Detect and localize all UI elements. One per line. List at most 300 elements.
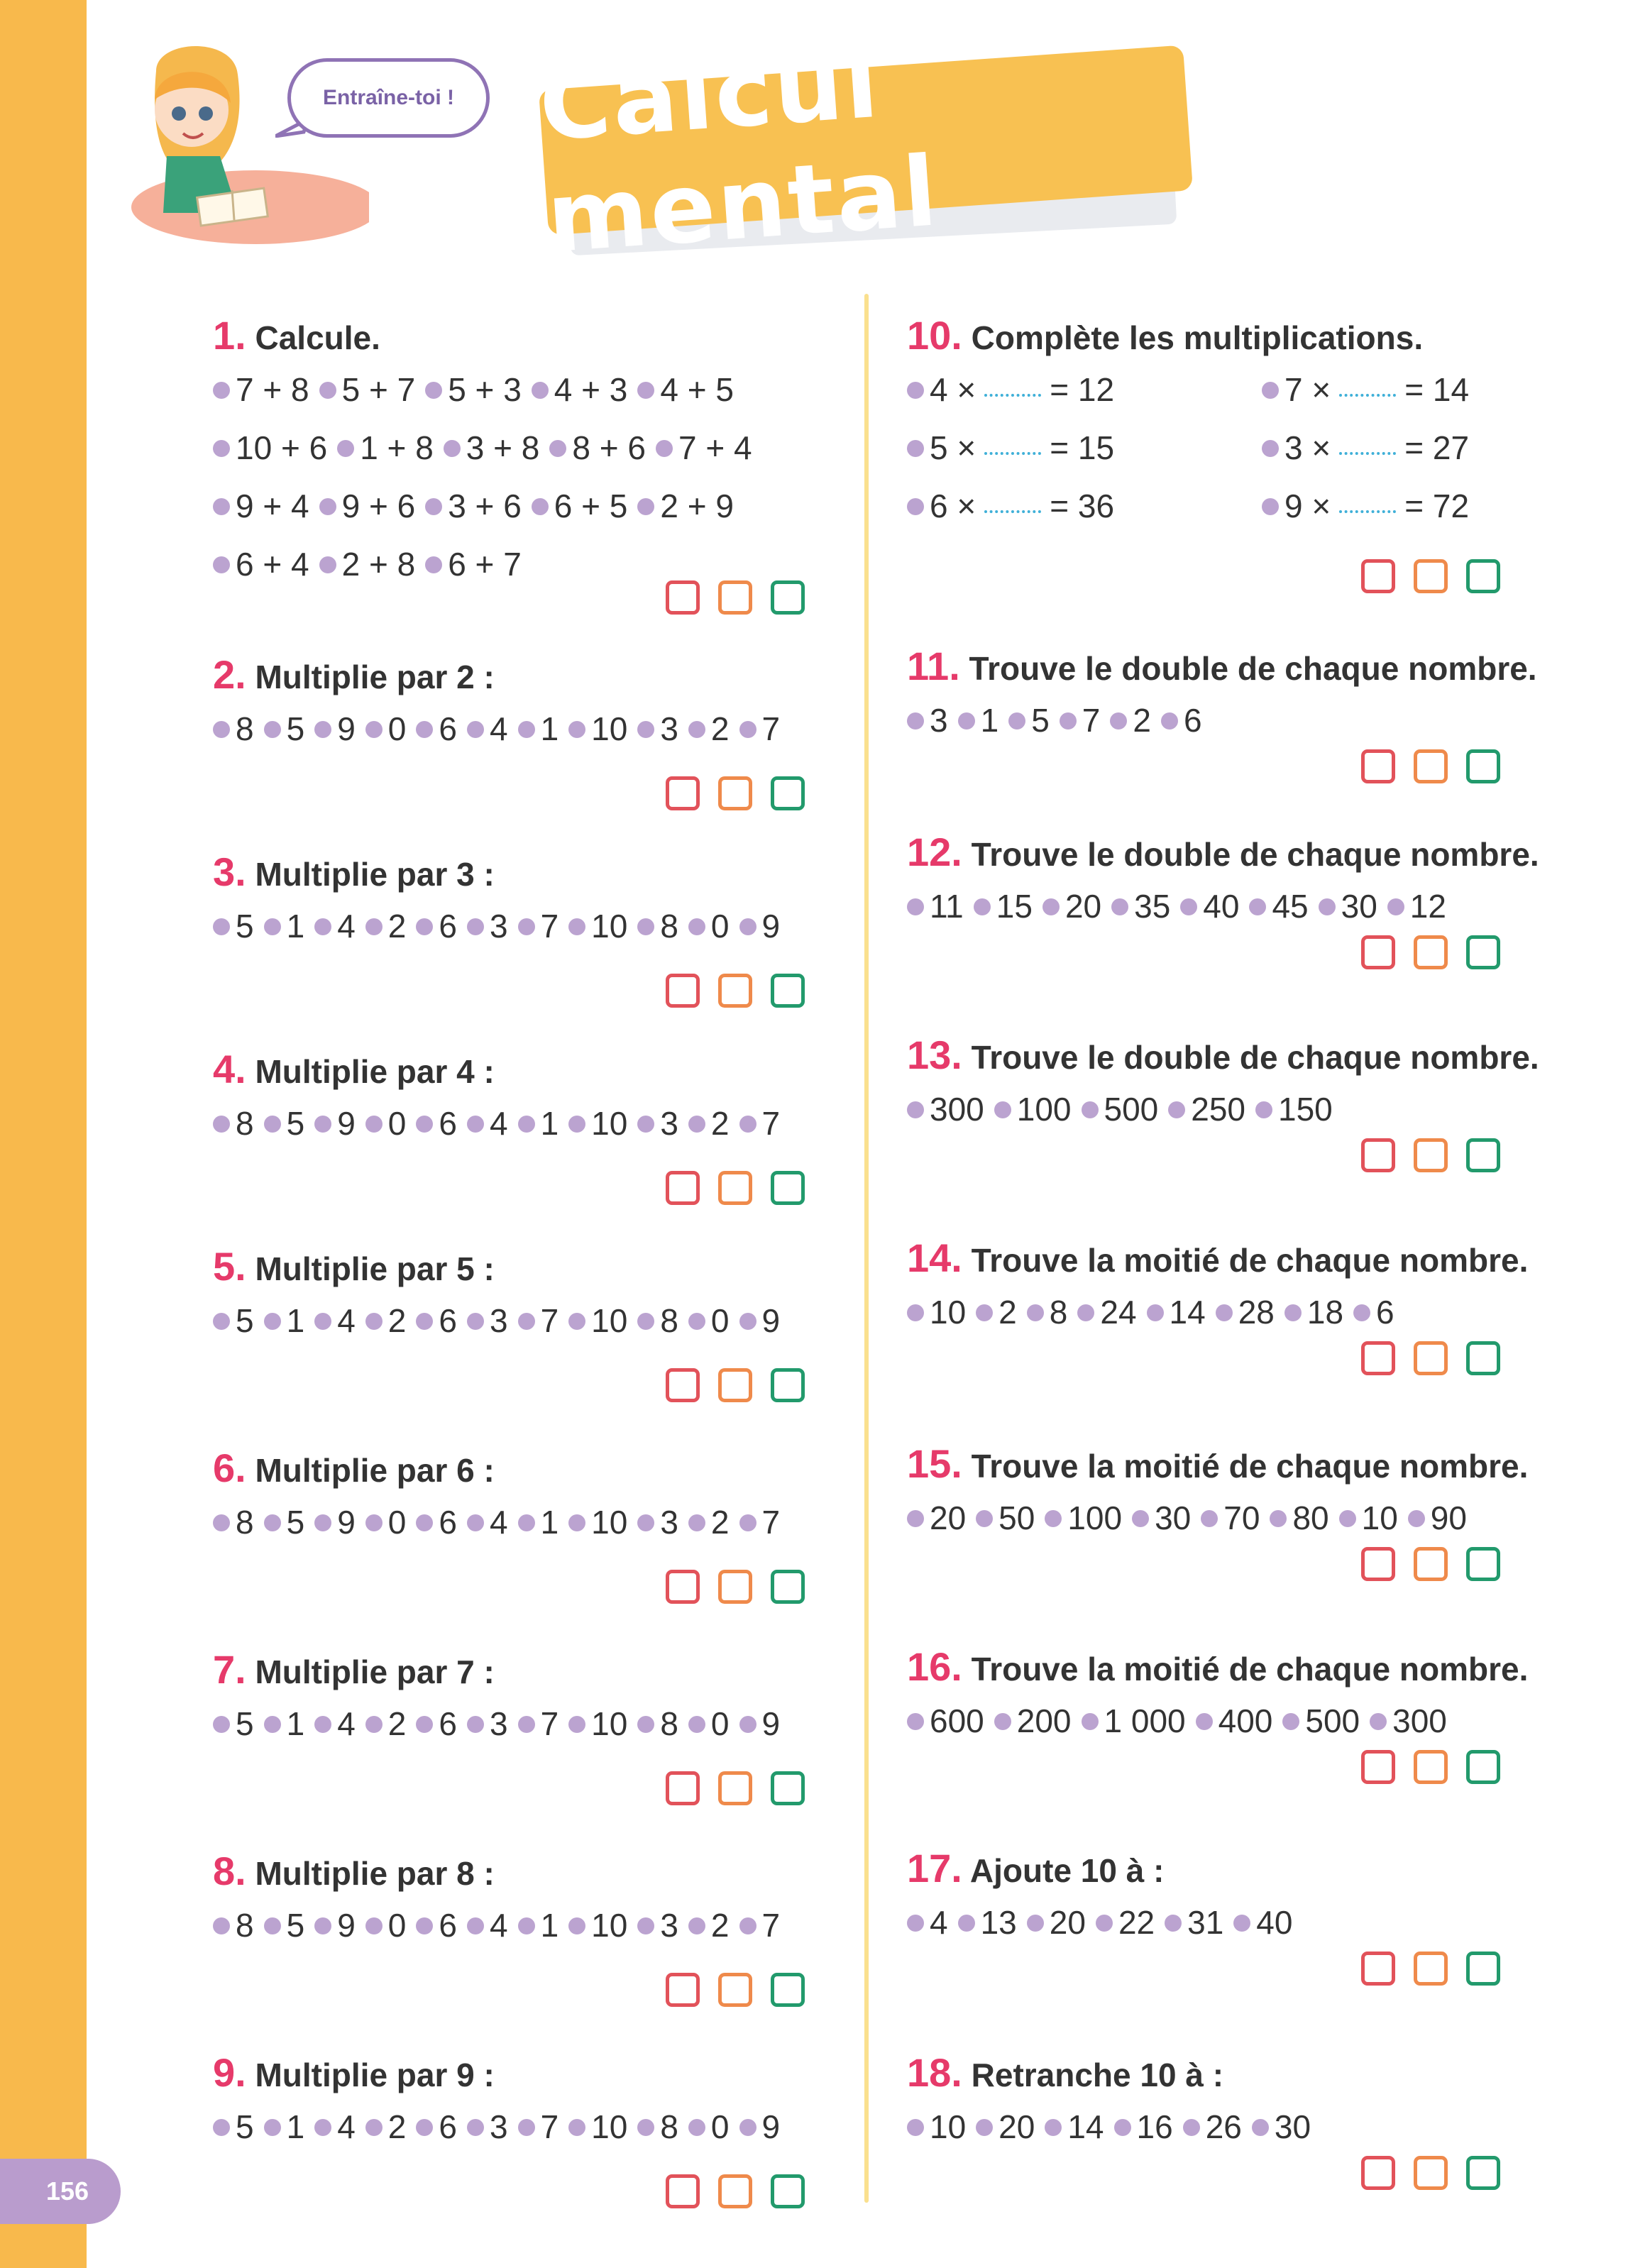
self-assessment-boxes bbox=[1361, 1952, 1500, 1986]
bullet-dot bbox=[314, 1313, 331, 1330]
assessment-box-orange[interactable] bbox=[718, 580, 752, 615]
item-value: 3 bbox=[930, 702, 948, 739]
item-value: 4 + 3 bbox=[554, 371, 628, 408]
exercise-item bbox=[1201, 1499, 1260, 1537]
bullet-dot bbox=[1060, 712, 1077, 730]
bullet-dot bbox=[416, 1917, 433, 1934]
assessment-box-green[interactable] bbox=[771, 974, 805, 1008]
bullet-dot bbox=[1408, 1510, 1425, 1527]
assessment-box-green[interactable] bbox=[1466, 1952, 1500, 1986]
assessment-box-red[interactable] bbox=[1361, 1952, 1395, 1986]
assessment-box-orange[interactable] bbox=[1414, 1341, 1448, 1375]
exercise-item bbox=[467, 1705, 508, 1743]
item-value: 40 bbox=[1256, 1904, 1293, 1941]
exercise-item bbox=[1082, 1702, 1186, 1740]
exercise-number: 3. bbox=[213, 849, 246, 894]
item-value: 4 + 5 bbox=[660, 371, 734, 408]
assessment-box-red[interactable] bbox=[1361, 1750, 1395, 1784]
item-value: 1 bbox=[286, 1705, 305, 1742]
exercise-item bbox=[656, 429, 752, 467]
item-value: 2 bbox=[998, 1294, 1017, 1331]
item-value: 8 + 6 bbox=[572, 429, 646, 466]
item-value: 13 bbox=[980, 1904, 1017, 1941]
assessment-box-orange[interactable] bbox=[718, 776, 752, 810]
bullet-dot bbox=[213, 1313, 230, 1330]
item-value: 5 + 3 bbox=[448, 371, 522, 408]
assessment-box-red[interactable] bbox=[666, 1771, 700, 1805]
exercise-instruction: Multiplie par 3 : bbox=[246, 856, 495, 893]
item-value: 300 bbox=[930, 1091, 984, 1128]
assessment-box-red[interactable] bbox=[1361, 935, 1395, 969]
item-value: 40 bbox=[1203, 888, 1240, 925]
bullet-dot bbox=[1249, 898, 1266, 915]
item-value: 150 bbox=[1278, 1091, 1333, 1128]
exercise-title bbox=[907, 1235, 1528, 1281]
item-value: 20 bbox=[1049, 1904, 1086, 1941]
exercise-item bbox=[425, 370, 522, 409]
product: = 27 bbox=[1404, 429, 1470, 466]
bullet-dot bbox=[416, 721, 433, 738]
bullet-dot bbox=[264, 2119, 281, 2136]
multiplicand: 4 × bbox=[930, 371, 976, 408]
exercise-line bbox=[213, 370, 744, 409]
assessment-box-green[interactable] bbox=[771, 2174, 805, 2208]
bullet-dot bbox=[1045, 1510, 1062, 1527]
item-value: 7 bbox=[540, 908, 559, 945]
assessment-box-orange[interactable] bbox=[718, 1973, 752, 2007]
item-value: 30 bbox=[1341, 888, 1377, 925]
exercise-item bbox=[213, 487, 309, 525]
bullet-dot bbox=[518, 1514, 535, 1531]
bullet-dot bbox=[416, 1313, 433, 1330]
item-value: 45 bbox=[1272, 888, 1309, 925]
item-value: 9 + 6 bbox=[341, 488, 416, 524]
bullet-dot bbox=[532, 498, 549, 515]
exercise-title bbox=[907, 829, 1539, 875]
item-value: 7 bbox=[540, 1302, 559, 1339]
assessment-box-green[interactable] bbox=[771, 1171, 805, 1205]
bullet-dot bbox=[467, 1917, 484, 1934]
exercise-item bbox=[568, 1104, 627, 1143]
exercise-item bbox=[688, 1906, 730, 1944]
item-value: 4 bbox=[337, 908, 356, 945]
multiplicand: 5 × bbox=[930, 429, 976, 466]
exercise-instruction: Calcule. bbox=[246, 319, 380, 356]
bullet-dot bbox=[213, 1514, 230, 1531]
assessment-box-green[interactable] bbox=[1466, 1547, 1500, 1581]
exercise-number: 14. bbox=[907, 1235, 962, 1280]
bullet-dot bbox=[213, 556, 230, 573]
item-value: 9 bbox=[761, 2108, 781, 2145]
bullet-dot bbox=[213, 918, 230, 935]
assessment-box-orange[interactable] bbox=[718, 1771, 752, 1805]
exercise-item bbox=[518, 1705, 559, 1743]
multiplicand: 6 × bbox=[930, 488, 976, 524]
bullet-dot bbox=[1180, 898, 1197, 915]
assessment-box-red[interactable] bbox=[666, 1368, 700, 1402]
exercise-item bbox=[1270, 1499, 1328, 1537]
bullet-dot bbox=[467, 1116, 484, 1133]
item-value: 0 bbox=[387, 1907, 407, 1944]
assessment-box-green[interactable] bbox=[771, 1368, 805, 1402]
item-value: 1 bbox=[980, 702, 999, 739]
assessment-box-green[interactable] bbox=[771, 1973, 805, 2007]
item-value: 6 bbox=[1376, 1294, 1394, 1331]
assessment-box-red[interactable] bbox=[1361, 1138, 1395, 1172]
self-assessment-boxes bbox=[666, 1368, 805, 1402]
bullet-dot bbox=[518, 918, 535, 935]
bullet-dot bbox=[314, 1116, 331, 1133]
exercise-number: 8. bbox=[213, 1849, 246, 1893]
exercise-instruction: Trouve la moitié de chaque nombre. bbox=[962, 1448, 1529, 1485]
item-value: 4 bbox=[930, 1904, 948, 1941]
assessment-box-red[interactable] bbox=[666, 974, 700, 1008]
exercise-item bbox=[688, 710, 730, 748]
exercise-instruction: Multiplie par 8 : bbox=[246, 1855, 495, 1892]
item-value: 6 bbox=[439, 1105, 457, 1142]
bullet-dot bbox=[1196, 1713, 1213, 1730]
assessment-box-green[interactable] bbox=[771, 1570, 805, 1604]
exercise-title bbox=[213, 651, 495, 698]
assessment-box-orange[interactable] bbox=[718, 974, 752, 1008]
exercise-item bbox=[518, 710, 559, 748]
exercise-item bbox=[213, 1503, 254, 1541]
assessment-box-green[interactable] bbox=[771, 580, 805, 615]
item-value: 6 bbox=[439, 1907, 457, 1944]
item-value: 4 bbox=[489, 1504, 508, 1541]
exercise-number: 9. bbox=[213, 2050, 246, 2095]
exercise-item bbox=[958, 701, 999, 739]
item-value: 6 + 7 bbox=[448, 546, 522, 583]
assessment-box-orange[interactable] bbox=[718, 1368, 752, 1402]
bullet-dot bbox=[907, 1101, 924, 1118]
exercise-item bbox=[213, 1906, 254, 1944]
exercise-number: 2. bbox=[213, 652, 246, 697]
assessment-box-red[interactable] bbox=[1361, 2156, 1395, 2190]
answer-blank[interactable] bbox=[1339, 452, 1396, 455]
item-value: 10 bbox=[591, 1302, 628, 1339]
assessment-box-red[interactable] bbox=[666, 1570, 700, 1604]
exercise-item bbox=[467, 1104, 508, 1143]
item-value: 400 bbox=[1218, 1702, 1273, 1739]
exercise-item bbox=[688, 1503, 730, 1541]
exercise-item bbox=[1110, 701, 1151, 739]
assessment-box-orange[interactable] bbox=[1414, 749, 1448, 783]
assessment-box-orange[interactable] bbox=[718, 2174, 752, 2208]
item-value: 1 + 8 bbox=[360, 429, 434, 466]
item-value: 9 bbox=[761, 908, 781, 945]
assessment-box-orange[interactable] bbox=[1414, 2156, 1448, 2190]
bullet-dot bbox=[518, 2119, 535, 2136]
exercise-item bbox=[518, 1301, 559, 1340]
exercise-instruction: Multiplie par 5 : bbox=[246, 1250, 495, 1287]
item-value: 0 bbox=[387, 1504, 407, 1541]
bullet-dot bbox=[1168, 1101, 1185, 1118]
bullet-dot bbox=[1282, 1713, 1299, 1730]
item-value: 10 bbox=[591, 908, 628, 945]
bullet-dot bbox=[1114, 2119, 1131, 2136]
bullet-dot bbox=[549, 440, 566, 457]
item-value: 500 bbox=[1305, 1702, 1360, 1739]
exercise-line bbox=[907, 2108, 1321, 2146]
product: = 12 bbox=[1050, 371, 1115, 408]
item-value: 5 bbox=[236, 2108, 254, 2145]
exercise-item bbox=[1252, 2108, 1311, 2146]
item-value: 11 bbox=[930, 888, 964, 925]
answer-blank[interactable] bbox=[984, 510, 1041, 513]
bullet-dot bbox=[264, 721, 281, 738]
bullet-dot bbox=[467, 1514, 484, 1531]
item-value: 6 bbox=[439, 710, 457, 747]
bullet-dot bbox=[1111, 898, 1128, 915]
assessment-box-red[interactable] bbox=[1361, 1547, 1395, 1581]
exercise-title bbox=[907, 1441, 1528, 1487]
exercise-item bbox=[568, 907, 627, 945]
exercise-item bbox=[688, 1104, 730, 1143]
item-value: 14 bbox=[1067, 2108, 1104, 2145]
exercise-item bbox=[1408, 1499, 1467, 1537]
exercise-item bbox=[467, 1906, 508, 1944]
item-value: 30 bbox=[1155, 1499, 1192, 1536]
bullet-dot bbox=[739, 918, 757, 935]
bullet-dot bbox=[319, 498, 336, 515]
exercise-item bbox=[264, 1301, 305, 1340]
bullet-dot bbox=[365, 1313, 383, 1330]
exercise-item bbox=[314, 907, 356, 945]
exercise-item bbox=[688, 1301, 730, 1340]
assessment-box-red[interactable] bbox=[1361, 559, 1395, 593]
exercise-item bbox=[213, 907, 254, 945]
bullet-dot bbox=[416, 1716, 433, 1733]
assessment-box-red[interactable] bbox=[666, 1973, 700, 2007]
item-value: 6 bbox=[439, 1705, 457, 1742]
exercise-item bbox=[688, 2108, 730, 2146]
item-value: 10 bbox=[930, 1294, 967, 1331]
bullet-dot bbox=[739, 721, 757, 738]
assessment-box-orange[interactable] bbox=[718, 1570, 752, 1604]
exercise-item bbox=[739, 1104, 781, 1143]
assessment-box-orange[interactable] bbox=[1414, 1750, 1448, 1784]
item-value: 3 bbox=[660, 1907, 678, 1944]
assessment-box-orange[interactable] bbox=[1414, 935, 1448, 969]
exercise-item bbox=[1282, 1702, 1360, 1740]
item-value: 2 bbox=[387, 908, 407, 945]
bullet-dot bbox=[264, 1514, 281, 1531]
bullet-dot bbox=[319, 382, 336, 399]
exercise-item bbox=[1168, 1090, 1245, 1128]
bullet-dot bbox=[1082, 1101, 1099, 1118]
exercise-line bbox=[907, 1903, 1302, 1942]
exercise-instruction: Multiplie par 6 : bbox=[246, 1452, 495, 1489]
exercise-item bbox=[314, 1301, 356, 1340]
self-assessment-boxes bbox=[1361, 1547, 1500, 1581]
bullet-dot bbox=[739, 1116, 757, 1133]
assessment-box-green[interactable] bbox=[771, 1771, 805, 1805]
bullet-dot bbox=[688, 1716, 705, 1733]
bullet-dot bbox=[1096, 1915, 1113, 1932]
exercise-item bbox=[907, 701, 948, 739]
exercise-line bbox=[213, 1104, 790, 1143]
exercise-item bbox=[568, 2108, 627, 2146]
item-value: 0 bbox=[710, 2108, 730, 2145]
bullet-dot bbox=[337, 440, 354, 457]
item-value: 100 bbox=[1016, 1091, 1072, 1128]
self-assessment-boxes bbox=[1361, 1750, 1500, 1784]
item-value: 70 bbox=[1223, 1499, 1260, 1536]
assessment-box-red[interactable] bbox=[1361, 749, 1395, 783]
self-assessment-boxes bbox=[1361, 1138, 1500, 1172]
answer-blank[interactable] bbox=[1339, 394, 1396, 397]
exercise-item bbox=[637, 2108, 678, 2146]
bullet-dot bbox=[907, 898, 924, 915]
assessment-box-red[interactable] bbox=[1361, 1341, 1395, 1375]
bullet-dot bbox=[365, 721, 383, 738]
bullet-dot bbox=[518, 1116, 535, 1133]
exercise-item bbox=[1196, 1702, 1273, 1740]
answer-blank[interactable] bbox=[1339, 510, 1396, 513]
assessment-box-red[interactable] bbox=[666, 776, 700, 810]
item-value: 200 bbox=[1016, 1702, 1072, 1739]
assessment-box-orange[interactable] bbox=[1414, 1138, 1448, 1172]
item-value: 1 bbox=[286, 908, 305, 945]
exercise-item bbox=[568, 1301, 627, 1340]
exercise-item bbox=[213, 2108, 254, 2146]
exercise-item bbox=[444, 429, 540, 467]
answer-blank[interactable] bbox=[984, 394, 1041, 397]
exercise-title bbox=[213, 1445, 495, 1491]
item-value: 22 bbox=[1118, 1904, 1155, 1941]
multiplication-item bbox=[1262, 370, 1469, 409]
assessment-box-red[interactable] bbox=[666, 580, 700, 615]
item-value: 3 bbox=[660, 1504, 678, 1541]
bullet-dot bbox=[1370, 1713, 1387, 1730]
assessment-box-green[interactable] bbox=[1466, 1341, 1500, 1375]
item-value: 80 bbox=[1292, 1499, 1329, 1536]
exercise-item bbox=[1255, 1090, 1333, 1128]
bullet-dot bbox=[1233, 1915, 1250, 1932]
self-assessment-boxes bbox=[1361, 935, 1500, 969]
bullet-dot bbox=[637, 1716, 654, 1733]
bullet-dot bbox=[314, 721, 331, 738]
exercise-item bbox=[976, 1293, 1017, 1331]
exercise-item bbox=[1353, 1293, 1394, 1331]
exercise-item bbox=[425, 545, 522, 583]
item-value: 4 bbox=[489, 710, 508, 747]
assessment-box-orange[interactable] bbox=[718, 1171, 752, 1205]
assessment-box-orange[interactable] bbox=[1414, 1547, 1448, 1581]
bullet-dot bbox=[365, 1716, 383, 1733]
assessment-box-orange[interactable] bbox=[1414, 559, 1448, 593]
bullet-dot bbox=[264, 1716, 281, 1733]
bullet-dot bbox=[739, 2119, 757, 2136]
assessment-box-green[interactable] bbox=[771, 776, 805, 810]
bullet-dot bbox=[994, 1101, 1011, 1118]
exercise-line bbox=[907, 701, 1212, 739]
exercise-item bbox=[1284, 1293, 1343, 1331]
item-value: 3 bbox=[660, 710, 678, 747]
exercise-item bbox=[416, 1705, 457, 1743]
item-value: 9 bbox=[337, 1504, 356, 1541]
assessment-box-green[interactable] bbox=[1466, 935, 1500, 969]
exercise-line bbox=[213, 487, 744, 525]
bullet-dot bbox=[518, 1917, 535, 1934]
exercise-item bbox=[365, 1906, 407, 1944]
assessment-box-orange[interactable] bbox=[1414, 1952, 1448, 1986]
multiplication-item bbox=[1262, 487, 1469, 525]
exercise-item bbox=[365, 710, 407, 748]
item-value: 8 bbox=[236, 710, 254, 747]
item-value: 26 bbox=[1205, 2108, 1242, 2145]
item-value: 20 bbox=[998, 2108, 1035, 2145]
bullet-dot bbox=[907, 440, 924, 457]
bullet-dot bbox=[264, 1917, 281, 1934]
assessment-box-green[interactable] bbox=[1466, 749, 1500, 783]
bullet-dot bbox=[213, 721, 230, 738]
item-value: 500 bbox=[1104, 1091, 1159, 1128]
exercise-title bbox=[213, 1848, 495, 1894]
exercise-item bbox=[739, 2108, 781, 2146]
self-assessment-boxes bbox=[1361, 559, 1500, 593]
assessment-box-green[interactable] bbox=[1466, 1138, 1500, 1172]
item-value: 5 bbox=[236, 908, 254, 945]
answer-blank[interactable] bbox=[984, 452, 1041, 455]
item-value: 250 bbox=[1191, 1091, 1245, 1128]
exercise-item bbox=[314, 2108, 356, 2146]
bullet-dot bbox=[568, 1313, 585, 1330]
exercise-item bbox=[416, 710, 457, 748]
bullet-dot bbox=[739, 1917, 757, 1934]
bullet-dot bbox=[416, 2119, 433, 2136]
exercise-instruction: Retranche 10 à : bbox=[962, 2057, 1224, 2093]
self-assessment-boxes bbox=[666, 2174, 805, 2208]
exercise-item bbox=[518, 1906, 559, 1944]
exercise-item bbox=[416, 907, 457, 945]
exercise-item bbox=[532, 370, 628, 409]
exercise-item bbox=[319, 487, 416, 525]
multiplication-item bbox=[907, 370, 1114, 409]
exercise-item bbox=[518, 1104, 559, 1143]
bullet-dot bbox=[213, 2119, 230, 2136]
exercise-item bbox=[264, 710, 305, 748]
item-value: 7 bbox=[761, 1907, 781, 1944]
exercise-item bbox=[907, 1499, 966, 1537]
exercise-instruction: Multiplie par 2 : bbox=[246, 659, 495, 695]
bullet-dot bbox=[1262, 498, 1279, 515]
bullet-dot bbox=[568, 1716, 585, 1733]
exercise-item bbox=[467, 1503, 508, 1541]
assessment-box-red[interactable] bbox=[666, 1171, 700, 1205]
exercise-item bbox=[532, 487, 628, 525]
assessment-box-green[interactable] bbox=[1466, 1750, 1500, 1784]
assessment-box-green[interactable] bbox=[1466, 559, 1500, 593]
bullet-dot bbox=[907, 1915, 924, 1932]
exercise-line bbox=[213, 1906, 790, 1944]
item-value: 31 bbox=[1187, 1904, 1224, 1941]
exercise-item bbox=[314, 1906, 356, 1944]
bullet-dot bbox=[637, 1917, 654, 1934]
exercise-item bbox=[264, 1503, 305, 1541]
exercise-title bbox=[213, 2049, 495, 2096]
item-value: 2 bbox=[1133, 702, 1151, 739]
item-value: 6 bbox=[1183, 702, 1202, 739]
exercise-item bbox=[319, 370, 416, 409]
exercise-number: 18. bbox=[907, 2050, 962, 2095]
assessment-box-red[interactable] bbox=[666, 2174, 700, 2208]
exercise-item bbox=[1339, 1499, 1398, 1537]
exercise-item bbox=[264, 907, 305, 945]
exercise-line bbox=[907, 1090, 1343, 1128]
assessment-box-green[interactable] bbox=[1466, 2156, 1500, 2190]
